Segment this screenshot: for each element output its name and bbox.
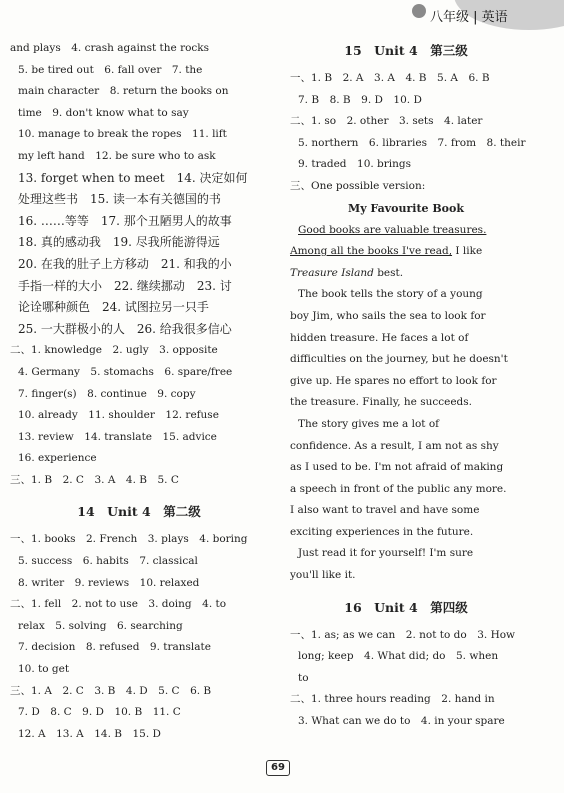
text-line: difficulties on the journey, but he doesn't xyxy=(290,353,508,366)
text-line: relax 5. solving 6. searching xyxy=(18,619,183,632)
text-line: 二、1. fell 2. not to use 3. doing 4. to xyxy=(10,598,227,611)
text-line: 25. 一大群极小的人 26. 给我很多信心 xyxy=(18,321,232,336)
essay-line xyxy=(290,220,522,242)
section-16-answers xyxy=(290,625,522,733)
header-label: 八年级 | 英语 xyxy=(430,10,508,25)
text-line: 7. finger(s) 8. continue 9. copy xyxy=(18,387,196,400)
section-14-title: 14 Unit 4 第二级 xyxy=(77,504,201,520)
text-line: 二、1. knowledge 2. ugly 3. opposite xyxy=(10,344,218,357)
text-line: 3. What can we do to 4. in your spare xyxy=(298,715,505,728)
text-line: 二、1. three hours reading 2. hand in xyxy=(290,693,495,706)
essay-underlined-clause: Among all the books I've read, xyxy=(290,245,453,258)
text-line: give up. He spares no effort to look for xyxy=(290,374,497,387)
text-line: hidden treasure. He faces a lot of xyxy=(290,331,469,344)
text-line: you'll like it. xyxy=(290,569,356,582)
essay-book-title: Treasure Island xyxy=(290,266,374,279)
text-line: 三、1. A 2. C 3. B 4. D 5. C 6. B xyxy=(10,684,212,697)
essay-title: My Favourite Book xyxy=(348,201,464,215)
text-line: 10. already 11. shoulder 12. refuse xyxy=(18,409,219,422)
text-line: 20. 在我的肚子上方移动 21. 和我的小 xyxy=(18,256,232,271)
text-line: 5. be tired out 6. fall over 7. the xyxy=(18,63,203,76)
text-line: 13. review 14. translate 15. advice xyxy=(18,430,217,443)
text-line: 一、1. books 2. French 3. plays 4. boring xyxy=(10,533,248,546)
text-line: 处理这些书 15. 读一本有关德国的书 xyxy=(18,192,221,207)
text-line: time 9. don't know what to say xyxy=(18,106,189,119)
text-line: 4. Germany 5. stomachs 6. spare/free xyxy=(18,365,233,378)
left-column xyxy=(10,38,268,745)
section-15-answers xyxy=(290,68,526,198)
text-line: 手指一样的大小 22. 继续挪动 23. 讨 xyxy=(18,278,232,293)
text-line: Just read it for yourself! I'm sure xyxy=(298,547,474,560)
text-line: 7. B 8. B 9. D 10. D xyxy=(298,93,422,106)
text-line: to xyxy=(298,671,309,684)
essay-line xyxy=(290,241,522,263)
text-line: 论诠哪种颜色 24. 试图拉另一只手 xyxy=(18,300,209,315)
text-line: my left hand 12. be sure who to ask xyxy=(18,149,216,162)
text-line: 三、One possible version: xyxy=(290,179,426,192)
text-line: 12. A 13. A 14. B 15. D xyxy=(18,727,161,740)
right-column xyxy=(290,38,526,733)
text-line: 二、1. so 2. other 3. sets 4. later xyxy=(290,115,483,128)
section-14-answers xyxy=(10,529,268,745)
text-line: 5. success 6. habits 7. classical xyxy=(18,555,198,568)
text-line: and plays 4. crash against the rocks xyxy=(10,42,210,54)
text-line: 一、1. B 2. A 3. A 4. B 5. A 6. B xyxy=(290,72,490,84)
text-line: 10. to get xyxy=(18,663,70,676)
essay-text: I like xyxy=(452,245,483,258)
text-line: 一、1. as; as we can 2. not to do 3. How xyxy=(290,628,516,641)
text-line: 三、1. B 2. C 3. A 4. B 5. C xyxy=(10,473,179,486)
text-line: 7. D 8. C 9. D 10. B 11. C xyxy=(18,706,181,719)
text-line: 10. manage to break the ropes 11. lift xyxy=(18,128,227,141)
text-line: as I used to be. I'm not afraid of making xyxy=(290,461,504,474)
text-line: The book tells the story of a young xyxy=(298,288,483,301)
essay-body xyxy=(290,284,522,586)
text-line: the treasure. Finally, he succeeds. xyxy=(290,396,473,409)
text-line: I also want to travel and have some xyxy=(290,504,480,517)
text-line: exciting experiences in the future. xyxy=(290,525,474,538)
section-16-title: 16 Unit 4 第四级 xyxy=(344,599,468,615)
essay-line xyxy=(290,263,522,285)
page-number: 69 xyxy=(266,760,290,776)
text-line: 8. writer 9. reviews 10. relaxed xyxy=(18,576,200,589)
section-15-title: 15 Unit 4 第三级 xyxy=(344,43,468,58)
text-line: confidence. As a result, I am not as shy xyxy=(290,439,499,452)
text-line: 16. ……等等 17. 那个丑陋男人的故事 xyxy=(18,213,232,228)
text-line: long; keep 4. What did; do 5. when xyxy=(298,650,499,663)
essay-text: best. xyxy=(373,266,404,279)
section-13-answers xyxy=(10,38,268,491)
text-line: 16. experience xyxy=(18,452,97,465)
text-line: 5. northern 6. libraries 7. from 8. their xyxy=(298,136,526,149)
essay-underlined-sentence: Good books are valuable treasures. xyxy=(298,223,487,236)
text-line: 7. decision 8. refused 9. translate xyxy=(18,641,211,654)
text-line: 13. forget when to meet 14. 决定如何 xyxy=(18,170,248,185)
text-line: The story gives me a lot of xyxy=(298,417,440,430)
text-line: main character 8. return the books on xyxy=(18,85,229,98)
text-line: 18. 真的感动我 19. 尽我所能游得远 xyxy=(18,235,220,250)
text-line: a speech in front of the public any more. xyxy=(290,482,507,495)
text-line: 9. traded 10. brings xyxy=(298,158,412,171)
header-dot-icon xyxy=(412,4,426,18)
text-line: boy Jim, who sails the sea to look for xyxy=(290,309,486,322)
